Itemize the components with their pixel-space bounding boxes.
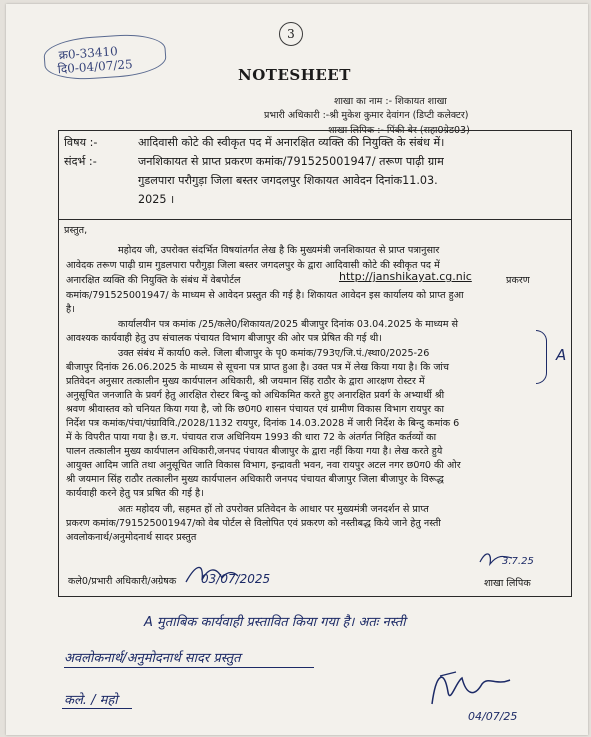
stamp-number: क्र0-33410 (58, 44, 119, 63)
body-line: में के विपरीत पाया गया है। छ.ग. पंचायत राज अधिनियम 1993 की धारा 72 के अंतर्गत निहित कर्तव्यों का (66, 432, 437, 443)
body-line: प्रतिवेदन अनुसार तत्कालीन मुख्य कार्यपालन अधिकारी, श्री जयमान सिंह राठौर के द्वारा आरक्षण रोस्टर में (66, 376, 425, 387)
body-line: अनारक्षित व्यक्ति की नियुक्ति के संबंध में वेबपोर्टल (66, 275, 241, 286)
body-line: प्रकरण (506, 275, 530, 286)
reference-line-1: जनशिकायत से प्राप्त प्रकरण कमांक/791525001947/ तरूण पाढ़ी ग्राम (138, 155, 444, 168)
clerk-signature-date: 3.7.25 (502, 556, 534, 567)
label-vishay: विषय :- (64, 136, 98, 149)
body-line: आयुक्त आदिम जाति तथा अनुसूचित जाति विकास विभाग, इन्द्रावती भवन, नवा रायपुर अटल नगर छ0ग0 की ओर (66, 460, 461, 471)
subject-divider (59, 219, 571, 220)
body-line: आवेदक तरूण पाढ़ी ग्राम गुडलपारा परौगुड़ा जिला बस्तर जगदलपुर के द्वारा आदिवासी कोटे की स्वीकृत पद में (66, 260, 440, 271)
body-line: है। (66, 304, 75, 315)
notesheet-page (6, 4, 588, 735)
page-title: NOTESHEET (238, 66, 351, 84)
reference-line-2: गुडलपारा परौगुड़ा जिला बस्तर जगदलपुर शिकायत आवेदन दिनांक11.03. (138, 174, 438, 187)
forwarding-officer: कले0/प्रभारी अधिकारी/अग्रेषक (68, 576, 177, 587)
body-line: अवलोकनार्थ/अनुमोदनार्थ सादर प्रस्तुत (66, 532, 197, 543)
reference-line-3: 2025 । (138, 193, 175, 206)
label-sandarbh: संदर्भ :- (64, 155, 97, 168)
body-line: अनुसूचित जनजाति के प्रवर्ग हेतु आरक्षित रोस्टर बिन्दु को अधिकमित करते हुए अनारक्षित प्रवर्ग के अभ्यार्थी श्री (66, 390, 445, 401)
officer-signature-date: 04/07/25 (468, 710, 518, 723)
initial-signature (182, 560, 242, 588)
note-underline (64, 667, 314, 668)
margin-mark: A (556, 346, 567, 364)
handwritten-note-line-3: कले. / महो (64, 693, 118, 708)
body-line: कार्यवाही करने हेतु पत्र प्रषित की गई है। (66, 488, 204, 499)
officer-signature (426, 664, 516, 714)
handwritten-note-line-2: अवलोकनार्थ/अनुमोदनार्थ सादर प्रस्तुत (64, 651, 241, 666)
body-line: पालन तत्कालीन मुख्य कार्यपालन अधिकारी,जनपद पंचायत बीजापुर के द्वारा नहीं किया गया है। लेख करते हुये (66, 446, 443, 457)
handwritten-note-line-1: A मुताबिक कार्यवाही प्रस्तावित किया गया है। अतः नस्ती (144, 615, 406, 630)
body-line: महोदय जी, उपरोक्त संदर्भित विषयांतर्गत लेख है कि मुख्यमंत्री जनशिकायत से प्राप्त पत्रानुसार (118, 245, 440, 256)
body-line: उक्त संबंध में कार्या0 कले. जिला बीजापुर के पृ0 कमांक/793ए/जि.पं./स्था0/2025-26 (118, 348, 430, 359)
body-line: कमांक/791525001947/ के माध्यम से आवेदन प्रस्तुत की गई है। शिकायत आवेदन इस कार्यालय को प्राप्त हुआ (66, 290, 464, 301)
stamp-date: दि0-04/07/25 (57, 57, 134, 77)
body-line: कार्यालयीन पत्र कमांक /25/कले0/शिकायत/2025 बीजापुर दिनांक 03.04.2025 के माध्यम से (118, 319, 458, 330)
body-line: निर्देश पत्र कमांक/पंचा/पंग्राविवि./2028/1132 रायपुर, दिनांक 14.03.2028 में जारी निर्देश के बिन्दु कमांक 6 (66, 418, 460, 429)
body-line: श्रवण श्रीवास्तव को चनियत किया गया है, जो कि छ0ग0 शासन पंचायत एवं ग्रामीण विकास विभाग रायपुर का (66, 404, 444, 415)
page-number: 3 (279, 22, 303, 46)
receipt-stamp (43, 32, 168, 82)
clerk-label: शाखा लिपिक (484, 578, 531, 589)
branch-name: शाखा का नाम :- शिकायत शाखा (334, 96, 447, 107)
handwritten-date: 03/07/2025 (201, 572, 271, 586)
body-line: अतः महोदय जी, सहमत हों तो उपरोक्त प्रतिवेदन के आधार पर मुख्यमंत्री जनदर्शन से प्राप्त (118, 504, 429, 515)
body-line: आवश्यक कार्यवाही हेतु उप संचालक पंचायत विभाग बीजापुर की ओर पत्र प्रेषित की गई थी। (66, 333, 382, 344)
margin-bracket (536, 330, 547, 384)
subject-text: आदिवासी कोटे की स्वीकृत पद में अनारक्षित व्यक्ति की नियुक्ति के संबंध में। (138, 136, 445, 149)
body-salutation: प्रस्तुत, (64, 225, 88, 236)
body-line: प्रकरण कमांक/791525001947/को वेब पोर्टल से विलोपित एवं प्रकरण को नस्तीबद्ध किये जाने हेतु नस्ती (66, 518, 441, 529)
body-line: श्री जयमान सिंह राठौर तत्कालीन मुख्य कार्यपालन अधिकारी जनपद पंचायत बीजापुर जिला बीजापुर के विरूद्ध (66, 474, 444, 485)
officer-in-charge: प्रभारी अधिकारी :-श्री मुकेश कुमार देवांगन (डिप्टी कलेक्टर) (264, 110, 469, 121)
note-underline (62, 708, 132, 709)
body-line: बीजापुर दिनांक 26.06.2025 के माध्यम से सूचना पत्र प्राप्त हुआ है। उक्त पत्र में लेख किया गया है। कि जांच (66, 362, 450, 373)
portal-link[interactable]: http://janshikayat.cg.nic (339, 270, 472, 283)
branch-clerk: शाखा लिपिक :- पिंकी बेर (सहा0ग्रेड03) (328, 125, 470, 136)
